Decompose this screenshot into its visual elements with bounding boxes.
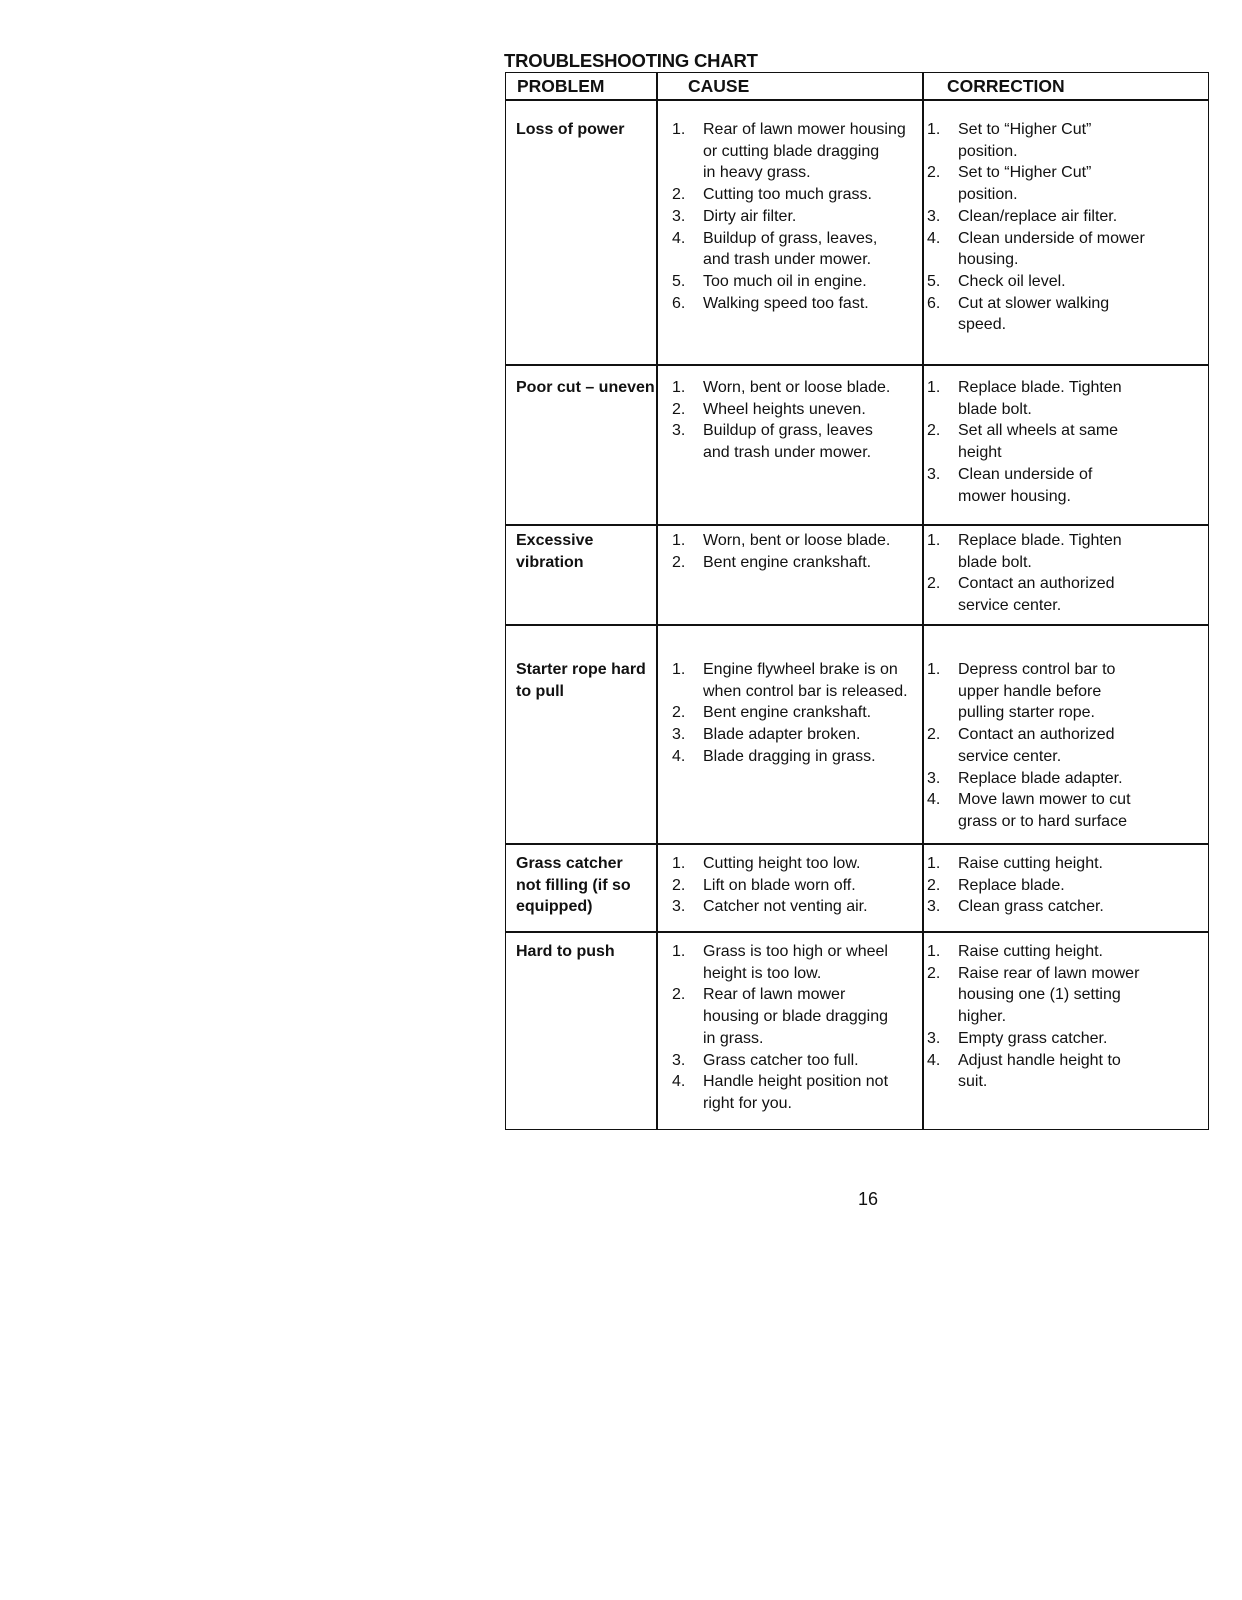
text-line: higher. [958,1008,1007,1026]
item-number: 1. [672,121,686,138]
cause-item [672,984,918,1049]
item-number: 4. [672,229,686,247]
text-line: upper handle before [958,682,1102,700]
item-number: 5. [927,272,941,290]
text-line: Blade dragging in grass. [703,747,876,765]
correction-item [927,724,1205,767]
text-line: housing. [958,251,1019,269]
text-line: Poor cut – uneven [516,379,655,396]
item-number: 2. [672,986,686,1004]
correction-item [927,271,1205,293]
correction-item [927,420,1205,463]
cause-item [672,119,918,184]
item-number: 3. [672,1051,686,1069]
problem-cell [516,853,666,918]
text-line: Engine flywheel brake is on [703,661,898,678]
text-line: Dirty air filter. [703,207,797,225]
cause-item [672,659,918,702]
text-line: Starter rope hard [516,661,646,678]
text-line: blade bolt. [958,400,1032,418]
item-number: 4. [927,229,941,247]
cause-item [672,1050,918,1072]
text-line: pulling starter rope. [958,704,1095,722]
correction-item [927,228,1205,271]
text-line: and trash under mower. [703,251,872,269]
correction-cell [927,377,1205,507]
text-line: Loss of power [516,121,625,138]
text-line: Rear of lawn mower [703,986,846,1004]
correction-item [927,941,1205,963]
item-number: 1. [927,661,941,678]
correction-item [927,1050,1205,1093]
text-line: service center. [958,597,1062,615]
item-number: 3. [672,207,686,225]
correction-item [927,789,1205,832]
item-number: 3. [672,726,686,744]
text-line: right for you. [703,1094,792,1112]
problem-cell [516,377,666,399]
cause-cell [672,377,918,464]
item-number: 2. [672,553,686,571]
cause-item [672,746,918,768]
text-line: housing or blade dragging [703,1008,889,1026]
correction-cell [927,119,1205,336]
row-divider [505,364,1209,366]
text-line: service center. [958,747,1062,765]
text-line: blade bolt. [958,553,1032,571]
text-line: Replace blade. Tighten [958,532,1122,549]
text-line: Raise cutting height. [958,943,1103,960]
item-number: 2. [927,726,941,744]
cause-item [672,724,918,746]
problem-cell [516,941,666,963]
item-number: 1. [672,532,686,549]
text-line: Cutting height too low. [703,855,861,872]
cause-cell [672,530,918,573]
text-line: grass or to hard surface [958,812,1127,830]
cause-item [672,1071,918,1114]
item-number: 1. [927,121,941,138]
text-line: suit. [958,1073,988,1091]
correction-cell [927,941,1205,1093]
text-line: Set all wheels at same [958,422,1119,440]
text-line: Clean grass catcher. [958,898,1104,916]
cause-cell [672,119,918,314]
column-divider [922,72,924,1130]
text-line: Worn, bent or loose blade. [703,532,891,549]
correction-item [927,377,1205,420]
item-number: 2. [927,575,941,593]
item-number: 3. [672,898,686,916]
header-rule [505,99,1209,101]
text-line: Excessive [516,532,594,549]
cause-item [672,702,918,724]
problem-cell [516,119,666,141]
text-line: Buildup of grass, leaves [703,422,873,440]
text-line: or cutting blade dragging [703,142,880,160]
text-line: Raise cutting height. [958,855,1103,872]
text-line: Replace blade. [958,876,1065,894]
text-line: Bent engine crankshaft. [703,704,872,722]
text-line: Set to “Higher Cut” [958,164,1092,182]
text-line: Clean/replace air filter. [958,207,1118,225]
correction-item [927,530,1205,573]
text-line: housing one (1) setting [958,986,1121,1004]
row-divider [505,843,1209,845]
chart-title: TROUBLESHOOTING CHART [504,50,758,71]
text-line: Move lawn mower to cut [958,791,1131,809]
item-number: 3. [927,898,941,916]
item-number: 1. [927,943,941,960]
text-line: Contact an authorized [958,575,1115,593]
text-line: Too much oil in engine. [703,272,867,290]
correction-item [927,768,1205,790]
item-number: 2. [672,704,686,722]
item-number: 6. [927,294,941,312]
text-line: Catcher not venting air. [703,898,868,916]
correction-item [927,206,1205,228]
text-line: Replace blade adapter. [958,769,1123,787]
text-line: Clean underside of mower [958,229,1145,247]
header-cause: CAUSE [688,76,750,96]
item-number: 2. [927,964,941,982]
correction-item [927,162,1205,205]
text-line: Lift on blade worn off. [703,876,856,894]
text-line: in heavy grass. [703,164,811,182]
text-line: Wheel heights uneven. [703,400,866,418]
item-number: 3. [927,465,941,483]
text-line: Clean underside of [958,465,1093,483]
item-number: 2. [672,876,686,894]
item-number: 2. [927,876,941,894]
text-line: height is too low. [703,964,822,982]
item-number: 3. [927,769,941,787]
text-line: in grass. [703,1029,764,1047]
row-divider [505,931,1209,933]
item-number: 2. [672,186,686,204]
correction-item [927,1028,1205,1050]
text-line: mower housing. [958,487,1071,505]
text-line: Worn, bent or loose blade. [703,379,891,396]
text-line: Bent engine crankshaft. [703,553,872,571]
item-number: 1. [672,661,686,678]
item-number: 4. [672,1073,686,1091]
text-line: Rear of lawn mower housing [703,121,906,138]
text-line: position. [958,142,1018,160]
text-line: speed. [958,316,1007,334]
correction-item [927,659,1205,724]
problem-cell [516,659,666,702]
correction-item [927,293,1205,336]
text-line: Contact an authorized [958,726,1115,744]
item-number: 3. [927,207,941,225]
correction-item [927,875,1205,897]
text-line: when control bar is released. [703,682,908,700]
item-number: 4. [672,747,686,765]
text-line: Grass catcher too full. [703,1051,859,1069]
text-line: Grass catcher [516,855,623,872]
item-number: 1. [927,379,941,396]
item-number: 6. [672,294,686,312]
cause-cell [672,853,918,918]
text-line: Handle height position not [703,1073,889,1091]
text-line: vibration [516,553,584,571]
correction-item [927,896,1205,918]
item-number: 4. [927,1051,941,1069]
problem-cell [516,530,666,573]
correction-item [927,573,1205,616]
cause-item [672,530,918,552]
correction-cell [927,659,1205,833]
cause-item [672,552,918,574]
cause-item [672,228,918,271]
correction-cell [927,530,1205,617]
text-line: Buildup of grass, leaves, [703,229,878,247]
text-line: Walking speed too fast. [703,294,869,312]
item-number: 3. [927,1029,941,1047]
item-number: 3. [672,422,686,440]
text-line: Raise rear of lawn mower [958,964,1140,982]
cause-item [672,293,918,315]
text-line: Replace blade. Tighten [958,379,1122,396]
text-line: Adjust handle height to [958,1051,1121,1069]
column-divider [656,72,658,1130]
text-line: Blade adapter broken. [703,726,861,744]
correction-cell [927,853,1205,918]
text-line: Cutting too much grass. [703,186,872,204]
row-divider [505,524,1209,526]
text-line: Hard to push [516,943,615,960]
correction-item [927,853,1205,875]
item-number: 1. [672,379,686,396]
text-line: Depress control bar to [958,661,1116,678]
correction-item [927,119,1205,162]
text-line: Set to “Higher Cut” [958,121,1092,138]
cause-item [672,377,918,399]
text-line: Empty grass catcher. [958,1029,1108,1047]
item-number: 1. [672,855,686,872]
cause-item [672,271,918,293]
cause-item [672,420,918,463]
text-line: position. [958,186,1018,204]
text-line: to pull [516,682,564,700]
cause-cell [672,659,918,768]
item-number: 2. [927,164,941,182]
cause-cell [672,941,918,1115]
text-line: Check oil level. [958,272,1066,290]
correction-item [927,464,1205,507]
header-correction: CORRECTION [947,76,1065,96]
correction-item [927,963,1205,1028]
text-line: not filling (if so [516,876,631,894]
cause-item [672,853,918,875]
cause-item [672,184,918,206]
text-line: height [958,444,1002,462]
item-number: 1. [927,855,941,872]
header-problem: PROBLEM [517,76,605,96]
cause-item [672,941,918,984]
item-number: 2. [927,422,941,440]
cause-item [672,875,918,897]
item-number: 1. [672,943,686,960]
item-number: 4. [927,791,941,809]
item-number: 5. [672,272,686,290]
cause-item [672,896,918,918]
text-line: equipped) [516,898,593,916]
page-number: 16 [858,1189,879,1209]
text-line: and trash under mower. [703,444,872,462]
text-line: Cut at slower walking [958,294,1110,312]
item-number: 2. [672,400,686,418]
cause-item [672,206,918,228]
row-divider [505,624,1209,626]
cause-item [672,399,918,421]
text-line: Grass is too high or wheel [703,943,888,960]
item-number: 1. [927,532,941,549]
